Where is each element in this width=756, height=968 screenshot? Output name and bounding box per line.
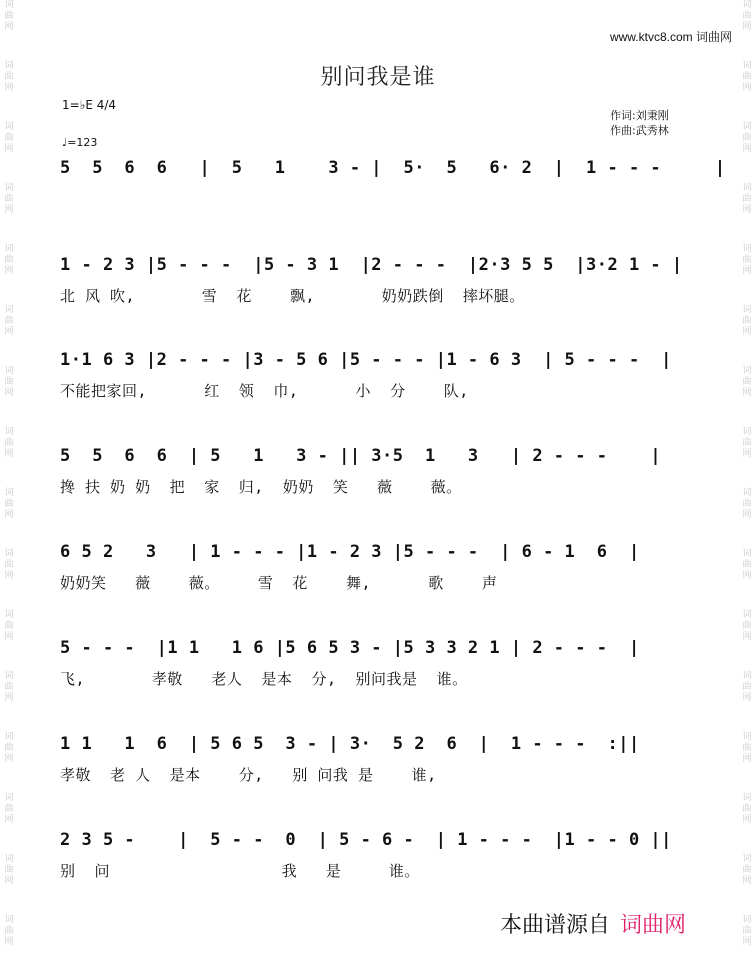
watermark-text: 词 曲 网	[742, 0, 752, 32]
key-signature: 1=♭E 4/4	[62, 98, 117, 112]
watermark-text: 词 曲 网	[4, 0, 14, 32]
song-title: 别问我是谁	[320, 65, 436, 90]
watermark-text: 词 曲 网	[742, 549, 752, 581]
watermark-text: 词 曲 网	[4, 305, 14, 337]
credits	[610, 108, 669, 138]
watermark-text: 词 曲 网	[4, 732, 14, 764]
watermark-text: 词 曲 网	[4, 610, 14, 642]
watermark-text: 词 曲 网	[742, 732, 752, 764]
watermark-text: 词 曲 网	[4, 366, 14, 398]
watermark-text: 词 曲 网	[742, 915, 752, 947]
watermark-text: 词 曲 网	[742, 854, 752, 886]
site-url[interactable]: www.ktvc8.com 词曲网	[609, 30, 732, 44]
watermark-text: 词 曲 网	[742, 793, 752, 825]
lyrics: 别 问 我 是 谁。	[60, 862, 420, 880]
notes: 1 - 2 3 |5 - - - |5 - 3 1 |2 - - - |2·3 5 5 |3·2 1 - |	[60, 255, 683, 275]
tempo-mark: ♩=123	[62, 136, 98, 149]
lyricist: 作词:刘秉刚	[610, 109, 669, 122]
watermark-text: 词 曲 网	[4, 549, 14, 581]
watermark-text: 词 曲 网	[4, 854, 14, 886]
lyrics: 搀 扶 奶 奶 把 家 归, 奶奶 笑 薇 薇。	[60, 478, 462, 496]
watermark-text: 词 曲 网	[742, 305, 752, 337]
watermark-text: 词 曲 网	[742, 122, 752, 154]
notes: 5 - - - |1 1 1 6 |5 6 5 3 - |5 3 3 2 1 | 2 - - - |	[60, 638, 640, 658]
watermark-text: 词 曲 网	[4, 488, 14, 520]
watermark-text: 词 曲 网	[4, 793, 14, 825]
watermark-text: 词 曲 网	[742, 427, 752, 459]
footer-brand[interactable]: 词曲网	[620, 913, 687, 938]
watermark-text: 词 曲 网	[742, 244, 752, 276]
watermark-text: 词 曲 网	[742, 671, 752, 703]
notes: 6 5 2 3 | 1 - - - |1 - 2 3 |5 - - - | 6 - 1 6 |	[60, 542, 640, 562]
notes: 5 5 6 6 | 5 1 3 - || 3·5 1 3 | 2 - - - |	[60, 446, 662, 466]
watermark-text: 词 曲 网	[4, 915, 14, 947]
watermark-text: 词 曲 网	[742, 610, 752, 642]
lyrics: 北 风 吹, 雪 花 飘, 奶奶跌倒 摔坏腿。	[60, 287, 525, 305]
watermark-text: 词 曲 网	[742, 366, 752, 398]
lyrics: 不能把家回, 红 领 巾, 小 分 队,	[60, 382, 469, 400]
watermark-text: 词 曲 网	[4, 244, 14, 276]
watermark-text: 词 曲 网	[4, 671, 14, 703]
composer: 作曲:武秀林	[610, 124, 669, 137]
notes: 5 5 6 6 | 5 1 3 - | 5· 5 6· 2 | 1 - - - |	[60, 158, 726, 178]
lyrics: 奶奶笑 薇 薇。 雪 花 舞, 歌 声	[60, 574, 498, 592]
footer-source: 本曲谱源自	[500, 913, 611, 938]
lyrics: 孝敬 老 人 是本 分, 别 问我 是 谁,	[60, 766, 437, 784]
notes: 2 3 5 - | 5 - - 0 | 5 - 6 - | 1 - - - |1 - - 0 ||	[60, 830, 672, 850]
watermark-text: 词 曲 网	[742, 61, 752, 93]
watermark-text: 词 曲 网	[4, 61, 14, 93]
watermark-text: 词 曲 网	[742, 183, 752, 215]
left-watermark	[0, 0, 18, 968]
notes: 1·1 6 3 |2 - - - |3 - 5 6 |5 - - - |1 - 6 3 | 5 - - - |	[60, 350, 672, 370]
watermark-text: 词 曲 网	[4, 427, 14, 459]
right-watermark	[738, 0, 756, 968]
notes: 1 1 1 6 | 5 6 5 3 - | 3· 5 2 6 | 1 - - - :||	[60, 734, 640, 754]
lyrics: 飞, 孝敬 老人 是本 分, 别问我是 谁。	[60, 670, 468, 688]
watermark-text: 词 曲 网	[4, 183, 14, 215]
footer	[500, 908, 686, 939]
watermark-text: 词 曲 网	[4, 122, 14, 154]
watermark-text: 词 曲 网	[742, 488, 752, 520]
